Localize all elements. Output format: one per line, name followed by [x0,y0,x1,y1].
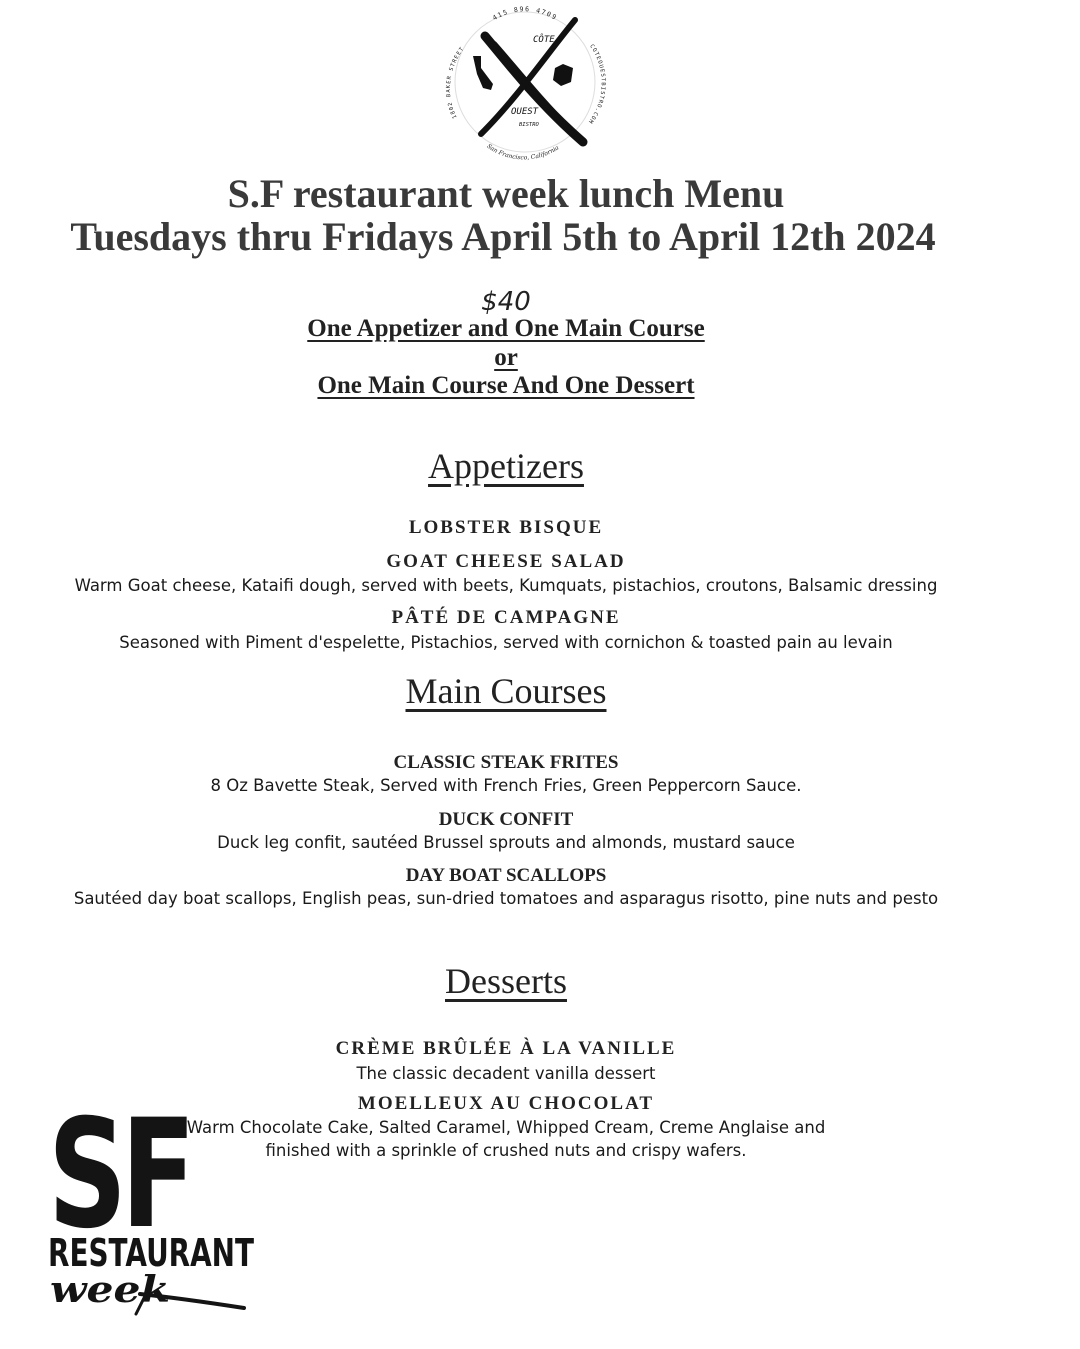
cote-ouest-logo [437,2,613,166]
price: $40 [481,287,531,317]
main-course-description: Duck leg confit, sautéed Brussel sprouts and almonds, mustard sauce [217,833,795,852]
desserts-heading: Desserts [445,961,567,1001]
appetizers-heading: Appetizers [428,446,584,486]
appetizer-name: LOBSTER BISQUE [408,517,604,538]
menu-title-line2: Tuesdays thru Fridays April 5th to April 12th 2024 [70,214,936,259]
main-course-description: Sautéed day boat scallops, English peas, sun-dried tomatoes and asparagus risotto, pine nuts and pesto [73,889,939,908]
dessert-name: MOELLEUX AU CHOCOLAT [357,1093,655,1114]
appetizer-description: Warm Goat cheese, Kataifi dough, served with beets, Kumquats, pistachios, croutons, Balsamic dressing [74,576,938,595]
main-course-name: DAY BOAT SCALLOPS [405,865,607,886]
dessert-description: Warm Chocolate Cake, Salted Caramel, Whipped Cream, Creme Anglaise and [186,1118,826,1137]
main-courses-heading: Main Courses [405,671,607,711]
offer-or: or [494,344,518,371]
main-course-name: CLASSIC STEAK FRITES [393,752,619,773]
svg-text:SF: SF [48,1102,190,1262]
svg-text:BISTRO: BISTRO [519,122,539,128]
main-course-description: 8 Oz Bavette Steak, Served with French Fries, Green Peppercorn Sauce. [210,776,802,795]
svg-text:San Francisco, California: San Francisco, California [485,142,561,162]
dessert-description: The classic decadent vanilla dessert [356,1064,656,1083]
svg-text:week: week [50,1269,170,1311]
dessert-description: finished with a sprinkle of crushed nuts and crispy wafers. [265,1141,747,1160]
sf-restaurant-week-logo [48,1102,260,1322]
offer-option-2: One Main Course And One Dessert [317,372,695,399]
svg-text:COTEOUESTBISTRO.COM: COTEOUESTBISTRO.COM [586,43,606,125]
svg-text:CÔTE: CÔTE [533,35,555,45]
main-course-name: DUCK CONFIT [438,809,574,830]
appetizer-name: PÂTÉ DE CAMPAGNE [391,607,621,628]
svg-text:RESTAURANT: RESTAURANT [48,1231,255,1275]
appetizer-description: Seasoned with Piment d'espelette, Pistachios, served with cornichon & toasted pain au levain [119,633,893,652]
offer-option-1: One Appetizer and One Main Course [307,315,705,342]
appetizer-name: GOAT CHEESE SALAD [386,551,626,572]
menu-title-line1: S.F restaurant week lunch Menu [227,171,785,216]
dessert-name: CRÈME BRÛLÉE À LA VANILLE [335,1038,677,1059]
svg-text:1802 BAKER STREET: 1802 BAKER STREET [445,45,466,120]
svg-text:OUEST: OUEST [511,107,539,117]
svg-text:415 896 4709: 415 896 4709 [491,5,559,23]
